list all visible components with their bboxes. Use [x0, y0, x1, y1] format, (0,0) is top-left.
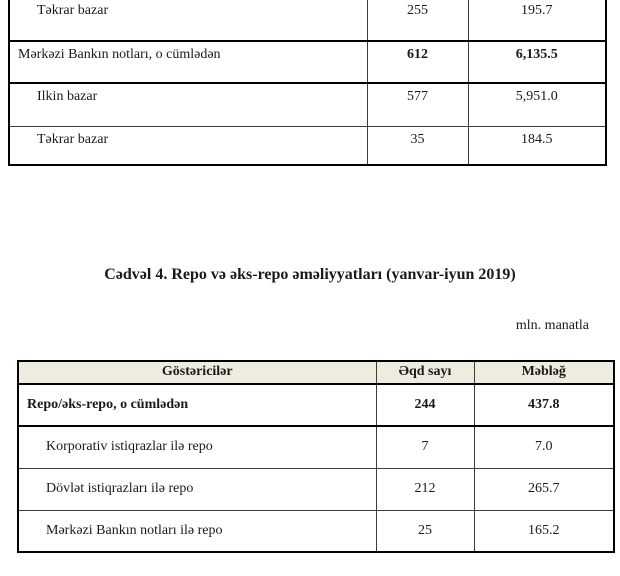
deal-count-cell: 25 — [376, 510, 474, 552]
table4-caption: Cədvəl 4. Repo və əks-repo əməliyyatları (yanvar-iyun 2019) — [104, 266, 516, 283]
amount-cell: 195.7 — [468, 0, 606, 41]
amount-cell: 7.0 — [474, 426, 614, 468]
amount-column-header: Məbləğ — [474, 361, 614, 384]
indicator-cell: Dövlət istiqrazları ilə repo — [18, 468, 376, 510]
unit-note: mln. manatla — [515, 318, 589, 333]
table-row — [18, 426, 614, 468]
amount-cell: 5,951.0 — [468, 83, 606, 126]
deal-count-column-header: Əqd sayı — [376, 361, 474, 384]
deal-count-cell: 244 — [376, 384, 474, 426]
securities-market-table-continued — [8, 0, 607, 166]
indicator-cell: Repo/əks-repo, o cümlədən — [18, 384, 376, 426]
indicator-cell: Korporativ istiqrazlar ilə repo — [18, 426, 376, 468]
amount-cell: 437.8 — [474, 384, 614, 426]
table-row — [9, 41, 606, 83]
table-row — [9, 0, 606, 41]
amount-cell: 6,135.5 — [468, 41, 606, 83]
indicator-cell: Təkrar bazar — [9, 0, 367, 41]
deal-count-cell: 212 — [376, 468, 474, 510]
indicator-column-header: Göstəricilər — [18, 361, 376, 384]
deal-count-cell: 577 — [367, 83, 468, 126]
indicator-cell: Ilkin bazar — [9, 83, 367, 126]
amount-cell: 165.2 — [474, 510, 614, 552]
deal-count-cell: 35 — [367, 126, 468, 165]
indicator-cell: Mərkəzi Bankın notları, o cümlədən — [9, 41, 367, 83]
deal-count-cell: 255 — [367, 0, 468, 41]
table-row — [18, 510, 614, 552]
indicator-cell: Mərkəzi Bankın notları ilə repo — [18, 510, 376, 552]
repo-operations-table — [17, 360, 615, 553]
table-header-row — [18, 361, 614, 384]
table-row — [9, 126, 606, 165]
amount-cell: 265.7 — [474, 468, 614, 510]
amount-cell: 184.5 — [468, 126, 606, 165]
deal-count-cell: 7 — [376, 426, 474, 468]
table-row — [18, 468, 614, 510]
table-row — [9, 83, 606, 126]
table-row — [18, 384, 614, 426]
indicator-cell: Təkrar bazar — [9, 126, 367, 165]
deal-count-cell: 612 — [367, 41, 468, 83]
